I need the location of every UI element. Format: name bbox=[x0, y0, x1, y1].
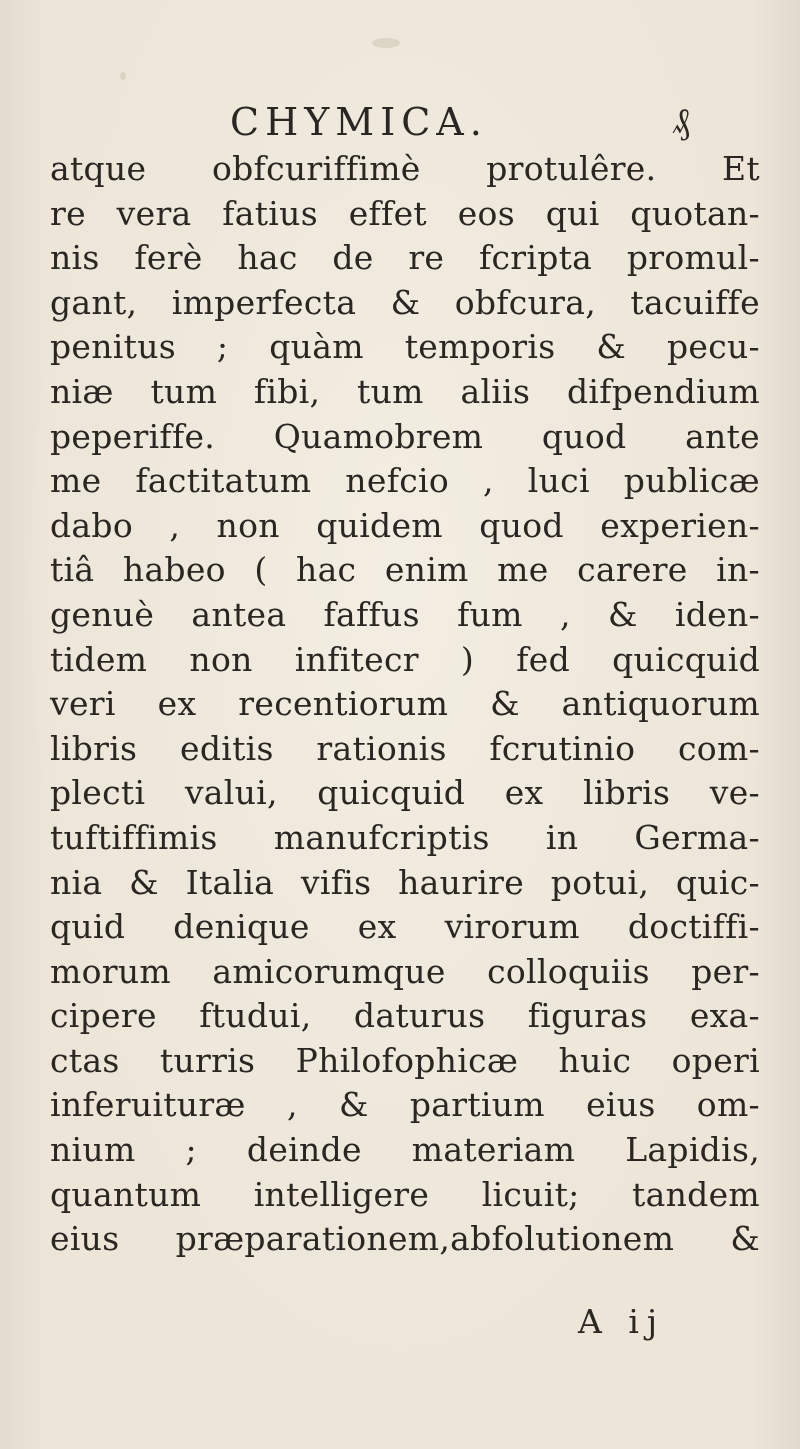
text-line: dabo , non quidem quod experien- bbox=[50, 505, 760, 545]
text-line: niæ tum fibi, tum aliis difpendium bbox=[50, 371, 760, 411]
page-stain bbox=[372, 38, 400, 48]
text-line: libris editis rationis fcrutinio com- bbox=[50, 728, 760, 768]
text-line: gant, imperfecta & obfcura, tacuiffe bbox=[50, 282, 760, 322]
body-text bbox=[50, 147, 760, 1262]
running-head: CHYMICA. bbox=[230, 100, 488, 144]
text-line: quantum intelligere licuit; tandem bbox=[50, 1174, 760, 1214]
text-line: tidem non infitecr ) fed quicquid bbox=[50, 639, 760, 679]
text-line: nia & Italia vifis haurire potui, quic- bbox=[50, 862, 760, 902]
page-stain bbox=[120, 72, 126, 80]
text-line: nis ferè hac de re fcripta promul- bbox=[50, 238, 760, 278]
text-line: me factitatum nefcio , luci publicæ bbox=[50, 461, 760, 501]
text-line: quid denique ex virorum doctiffi- bbox=[50, 907, 760, 947]
text-line: inferuituræ , & partium eius om- bbox=[50, 1085, 760, 1125]
text-line: plecti valui, quicquid ex libris ve- bbox=[50, 773, 760, 813]
text-line: morum amicorumque colloquiis per- bbox=[50, 951, 760, 991]
signature-mark: A ij bbox=[578, 1302, 666, 1341]
text-line: ctas turris Philofophicæ huic operi bbox=[50, 1040, 760, 1080]
text-line: tiâ habeo ( hac enim me carere in- bbox=[50, 550, 760, 590]
text-line: penitus ; quàm temporis & pecu- bbox=[50, 327, 760, 367]
page-footer bbox=[0, 1300, 800, 1350]
text-line: peperiffe. Quamobrem quod ante bbox=[50, 416, 760, 456]
page-number-mark: ₰ bbox=[672, 101, 690, 142]
text-line: eius præparationem,abfolutionem & bbox=[50, 1219, 760, 1259]
text-line: tuftiffimis manufcriptis in Germa- bbox=[50, 817, 760, 857]
text-line: cipere ftudui, daturus figuras exa- bbox=[50, 996, 760, 1036]
text-line: nium ; deinde materiam Lapidis, bbox=[50, 1130, 760, 1170]
text-line: genuè antea faffus fum , & iden- bbox=[50, 594, 760, 634]
text-line: veri ex recentiorum & antiquorum bbox=[50, 684, 760, 724]
text-line: re vera fatius effet eos qui quotan- bbox=[50, 193, 760, 233]
page-header bbox=[0, 98, 800, 148]
text-line: atque obfcuriffimè protulêre. Et bbox=[50, 149, 760, 188]
